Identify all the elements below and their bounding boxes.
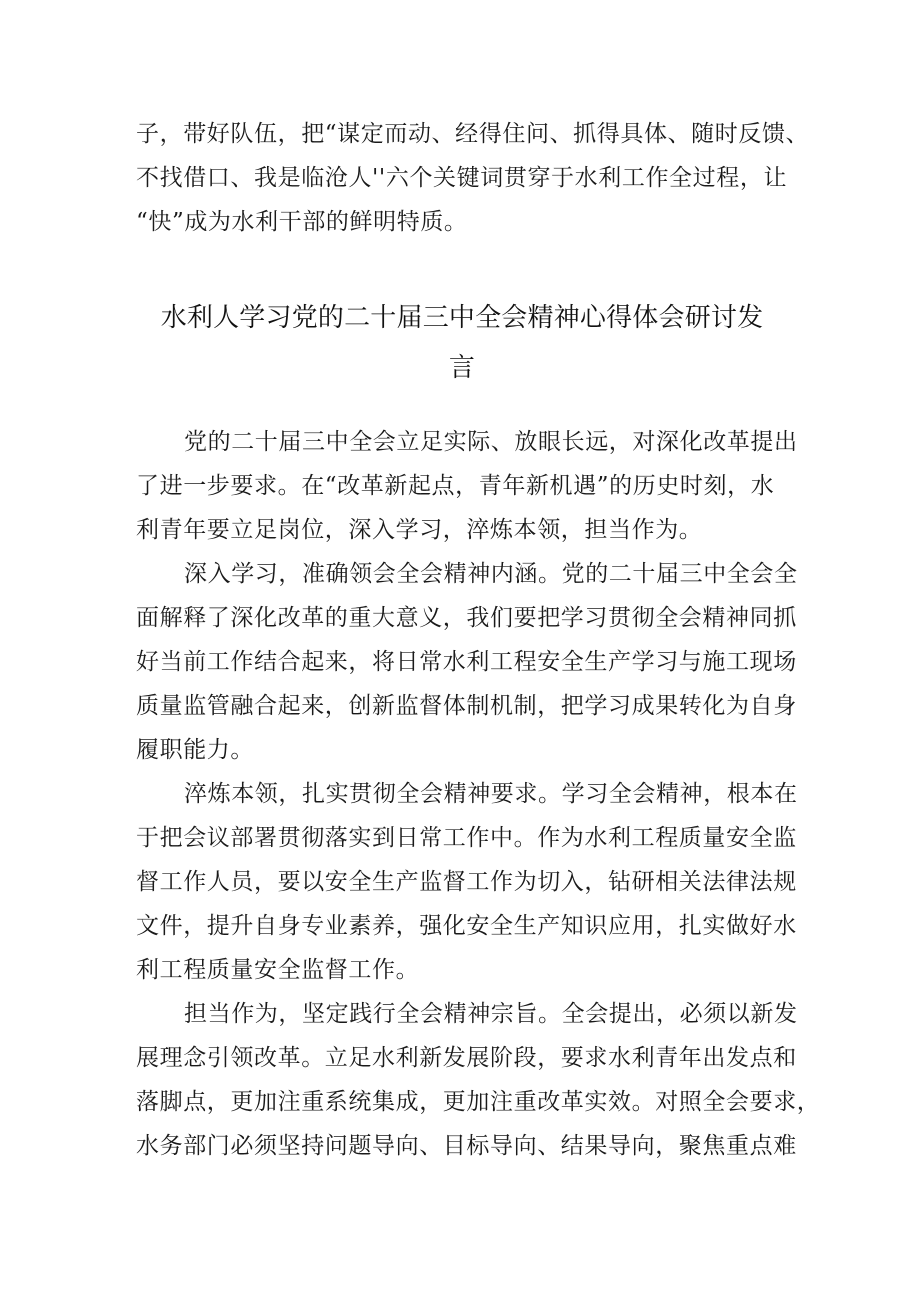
paragraph-line: 展理念引领改革。立足水利新发展阶段，要求水利青年出发点和 bbox=[136, 1045, 797, 1071]
paragraph-1 bbox=[136, 420, 798, 552]
paragraph-line: 淬炼本领，扎实贯彻全会精神要求。学习全会精神，根本在 bbox=[184, 781, 798, 807]
paragraph-line: 履职能力。 bbox=[136, 737, 254, 763]
paragraph-2 bbox=[136, 552, 798, 772]
paragraph-4 bbox=[136, 992, 821, 1168]
paragraph-3 bbox=[136, 772, 798, 992]
paragraph-line: 督工作人员，要以安全生产监督工作为切入，钻研相关法律法规 bbox=[136, 869, 797, 895]
intro-line-1: 子，带好队伍，把“谋定而动、经得住问、抓得具体、随时反馈、 bbox=[136, 121, 810, 147]
paragraph-line: 利工程质量安全监督工作。 bbox=[136, 957, 420, 983]
paragraph-line: 于把会议部署贯彻落实到日常工作中。作为水利工程质量安全监 bbox=[136, 825, 797, 851]
title-line-1: 水利人学习党的二十届三中全会精神心得体会研讨发 bbox=[160, 303, 764, 333]
paragraph-line: 好当前工作结合起来，将日常水利工程安全生产学习与施工现场 bbox=[136, 649, 797, 675]
intro-line-3: “快”成为水利干部的鲜明特质。 bbox=[136, 209, 468, 235]
paragraph-line: 文件，提升自身专业素养，强化安全生产知识应用，扎实做好水 bbox=[136, 913, 797, 939]
intro-line-2: 不找借口、我是临沧人''六个关键词贯穿于水利工作全过程，让 bbox=[136, 165, 788, 191]
paragraph-line: 了进一步要求。在“改革新起点，青年新机遇”的历史时刻，水 bbox=[136, 473, 775, 499]
paragraph-line: 深入学习，准确领会全会精神内涵。党的二十届三中全会全 bbox=[184, 561, 798, 587]
intro-paragraph bbox=[136, 112, 810, 244]
paragraph-line: 质量监管融合起来，创新监督体制机制，把学习成果转化为自身 bbox=[136, 693, 797, 719]
paragraph-line: 利青年要立足岗位，深入学习，淬炼本领，担当作为。 bbox=[136, 517, 703, 543]
title-line-2: 言 bbox=[448, 353, 476, 383]
paragraph-line: 党的二十届三中全会立足实际、放眼长远，对深化改革提出 bbox=[184, 429, 798, 455]
paragraph-line: 担当作为，坚定践行全会精神宗旨。全会提出，必须以新发 bbox=[184, 1001, 798, 1027]
paragraph-line: 面解释了深化改革的重大意义，我们要把学习贯彻全会精神同抓 bbox=[136, 605, 797, 631]
paragraph-line: 水务部门必须坚持问题导向、目标导向、结果导向，聚焦重点难 bbox=[136, 1133, 797, 1159]
paragraph-line: 落脚点，更加注重系统集成，更加注重改革实效。对照全会要求， bbox=[136, 1089, 821, 1115]
document-title bbox=[136, 293, 788, 393]
